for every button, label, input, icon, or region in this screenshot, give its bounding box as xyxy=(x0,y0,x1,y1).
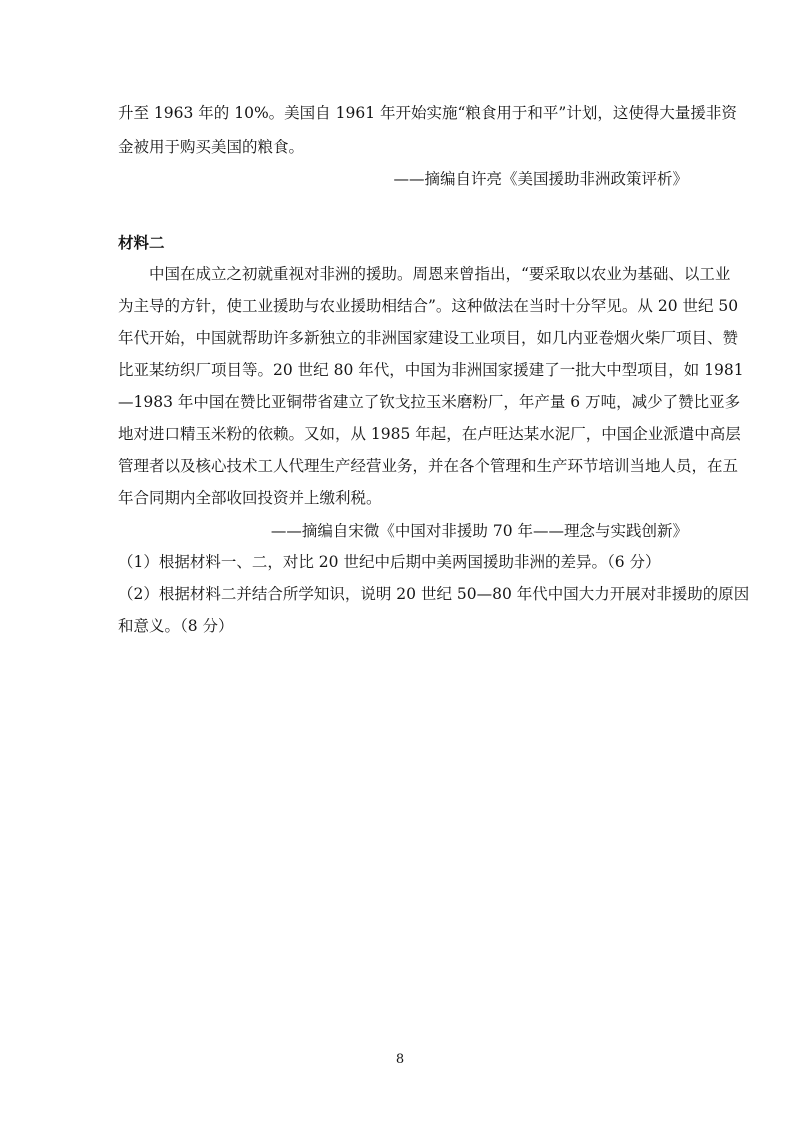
material-one-line-1: 升至 1963 年的 10%。美国自 1961 年开始实施“粮食用于和平”计划，这使得大量援非资 xyxy=(118,104,737,122)
material-two-line-5: —1983 年中国在赞比亚铜带省建立了钦戈拉玉米磨粉厂，年产量 6 万吨，减少了赞比亚多 xyxy=(118,393,741,411)
material-two-source: ——摘编自宋微《中国对非援助 70 年——理念与实践创新》 xyxy=(270,522,688,540)
question-2-line-1: （2）根据材料二并结合所学知识，说明 20 世纪 50—80 年代中国大力开展对非援助的原因 xyxy=(118,585,750,603)
page-number: 8 xyxy=(395,1052,405,1067)
material-two-line-2: 为主导的方针，使工业援助与农业援助相结合”。这种做法在当时十分罕见。从 20 世纪 50 xyxy=(118,297,739,315)
material-two-line-8: 年合同期内全部收回投资并上缴利税。 xyxy=(118,489,382,507)
material-two-line-7: 管理者以及核心技术工人代理生产经营业务，并在各个管理和生产环节培训当地人员，在五 xyxy=(118,457,739,475)
material-one-source: ——摘编自许亮《美国援助非洲政策评析》 xyxy=(393,170,688,188)
material-two-heading: 材料二 xyxy=(118,234,165,252)
material-two-line-3: 年代开始，中国就帮助许多新独立的非洲国家建设工业项目，如几内亚卷烟火柴厂项目、赞 xyxy=(118,329,739,347)
question-1: （1）根据材料一、二，对比 20 世纪中后期中美两国援助非洲的差异。（6 分） xyxy=(118,553,661,571)
material-two-line-1: 中国在成立之初就重视对非洲的援助。周恩来曾指出，“要采取以农业为基础、以工业 xyxy=(149,265,731,283)
material-one-line-2: 金被用于购买美国的粮食。 xyxy=(118,138,305,156)
material-two-line-4: 比亚某纺织厂项目等。20 世纪 80 年代，中国为非洲国家援建了一批大中型项目，如 1981 xyxy=(118,361,744,379)
question-2-line-2: 和意义。（8 分） xyxy=(118,617,234,635)
material-two-line-6: 地对进口精玉米粉的依赖。又如，从 1985 年起，在卢旺达某水泥厂，中国企业派遣中高层 xyxy=(118,425,741,443)
